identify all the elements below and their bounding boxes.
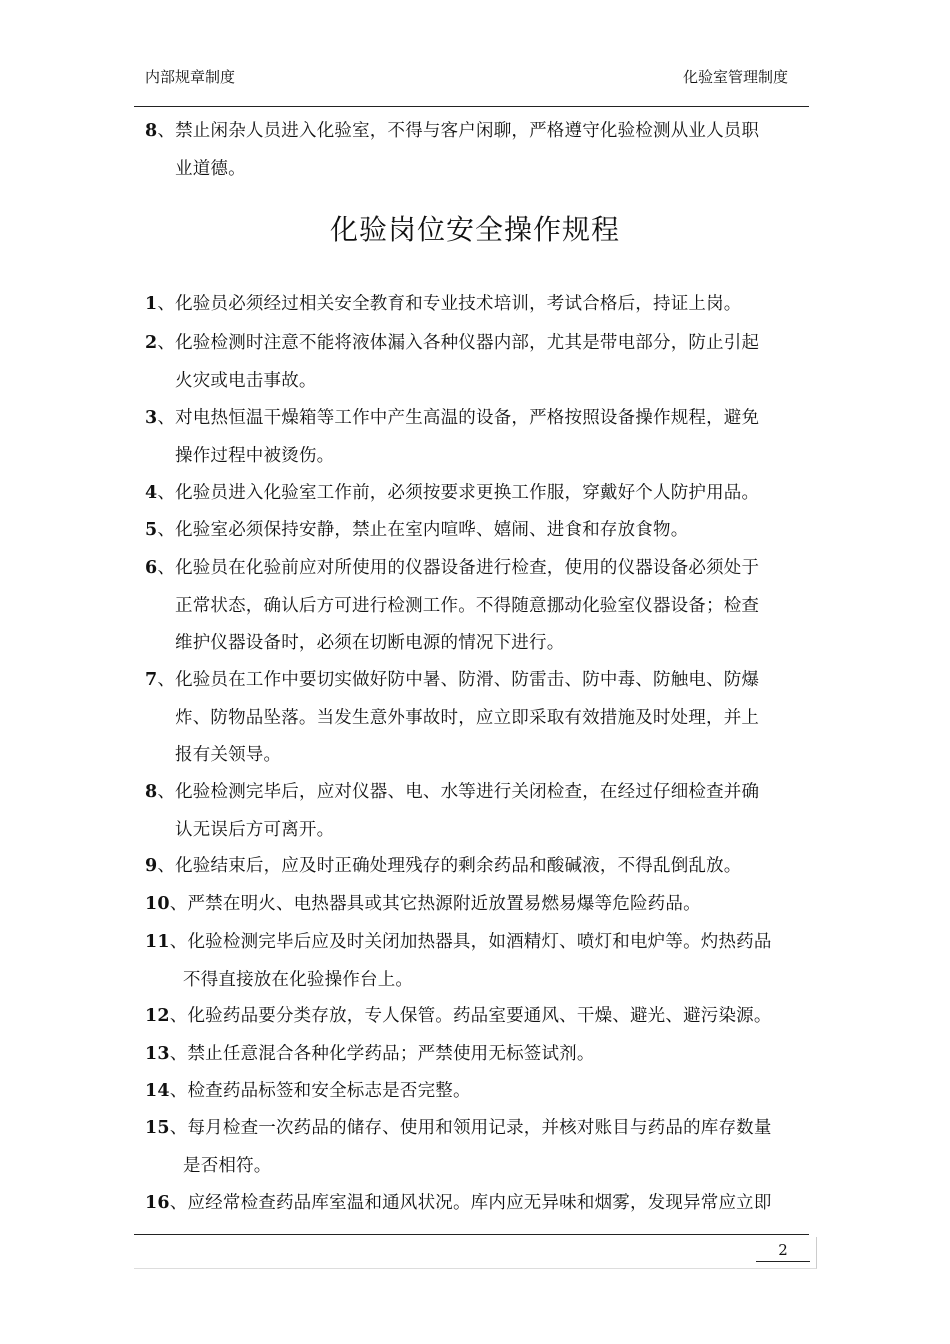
footer-frame [134,1237,817,1269]
item-continuation: 认无误后方可离开。 [175,819,335,840]
item-continuation: 炸、防物品坠落。当发生意外事故时，应立即采取有效措施及时处理，并上 [175,707,760,728]
item-text: 、化验检测时注意不能将液体漏入各种仪器内部，尤其是带电部分，防止引起 [157,333,760,353]
item-text: 、化验员在化验前应对所使用的仪器设备进行检查，使用的仪器设备必须处于 [157,558,760,578]
item-continuation: 维护仪器设备时，必须在切断电源的情况下进行。 [175,633,565,653]
list-item [145,886,810,924]
item-text: 、化验药品要分类存放，专人保管。药品室要通风、干燥、避光、避污染源。 [169,1006,772,1026]
list-item [145,1073,810,1111]
item-number: 1 [145,294,158,314]
item-number: 8 [145,121,158,141]
item-number: 11 [145,932,170,952]
item-number: 15 [145,1118,170,1138]
item-continuation: 报有关领导。 [175,745,282,765]
list-item [145,848,810,886]
footer-divider [134,1234,809,1235]
item-text: 、对电热恒温干燥箱等工作中产生高温的设备，严格按照设备操作规程，避免 [157,408,760,428]
item-text: 、化验检测完毕后应及时关闭加热器具，如酒精灯、喷灯和电炉等。灼热药品 [169,932,772,952]
item-text: 、禁止任意混合各种化学药品；严禁使用无标签试剂。 [169,1044,595,1064]
list-item [145,1110,810,1185]
list-item [145,475,810,513]
item-number: 14 [145,1081,170,1101]
header-right-text: 化验室管理制度 [682,68,788,86]
header-divider [134,106,809,107]
item-number: 8 [145,782,158,802]
item-text: 、禁止闲杂人员进入化验室，不得与客户闲聊，严格遵守化验检测从业人员职 [157,121,760,141]
item-number: 16 [145,1193,170,1213]
item-text: 、化验结束后，应及时正确处理残存的剩余药品和酸碱液，不得乱倒乱放。 [157,856,742,876]
item-continuation: 是否相符。 [183,1155,272,1176]
item-number: 3 [145,408,158,428]
item-text: 、化验检测完毕后，应对仪器、电、水等进行关闭检查，在经过仔细检查并确 [157,782,760,802]
list-item [145,512,810,550]
list-item [145,286,810,324]
item-continuation: 不得直接放在化验操作台上。 [183,969,414,990]
list-item [145,774,810,849]
item-number: 7 [145,670,158,690]
list-item [145,924,810,999]
header-left-text: 内部规章制度 [145,68,236,86]
item-text: 、化验员在工作中要切实做好防中暑、防滑、防雷击、防中毒、防触电、防爆 [157,670,760,690]
list-item [145,113,810,188]
page-header [145,66,810,94]
item-number: 13 [145,1044,170,1064]
item-continuation: 正常状态，确认后方可进行检测工作。不得随意挪动化验室仪器设备；检查 [175,595,760,616]
item-continuation: 操作过程中被烫伤。 [175,445,335,466]
section-title: 化验岗位安全操作规程 [329,213,620,246]
page-number: 2 [756,1241,810,1262]
item-text: 、化验员必须经过相关安全教育和专业技术培训，考试合格后，持证上岗。 [157,294,742,314]
list-item [145,325,810,400]
item-continuation: 业道德。 [175,158,246,179]
item-number: 12 [145,1006,170,1026]
list-item [145,1185,810,1223]
item-text: 、检查药品标签和安全标志是否完整。 [169,1081,471,1101]
item-number: 9 [145,856,158,876]
item-text: 、每月检查一次药品的储存、使用和领用记录，并核对账目与药品的库存数量 [169,1118,772,1138]
item-text: 、化验室必须保持安静，禁止在室内喧哗、嬉闹、进食和存放食物。 [157,520,689,540]
item-text: 、严禁在明火、电热器具或其它热源附近放置易燃易爆等危险药品。 [169,894,701,914]
item-text: 、化验员进入化验室工作前，必须按要求更换工作服，穿戴好个人防护用品。 [157,483,760,503]
item-number: 2 [145,333,158,353]
list-item [145,400,810,475]
item-number: 4 [145,483,158,503]
item-number: 10 [145,894,170,914]
item-number: 6 [145,558,158,578]
item-continuation: 火灾或电击事故。 [175,370,317,391]
item-number: 5 [145,520,158,540]
list-item [145,998,810,1036]
list-item [145,662,810,775]
item-text: 、应经常检查药品库室温和通风状况。库内应无异味和烟雾，发现异常应立即 [169,1193,772,1213]
list-item [145,1036,810,1074]
list-item [145,550,810,663]
